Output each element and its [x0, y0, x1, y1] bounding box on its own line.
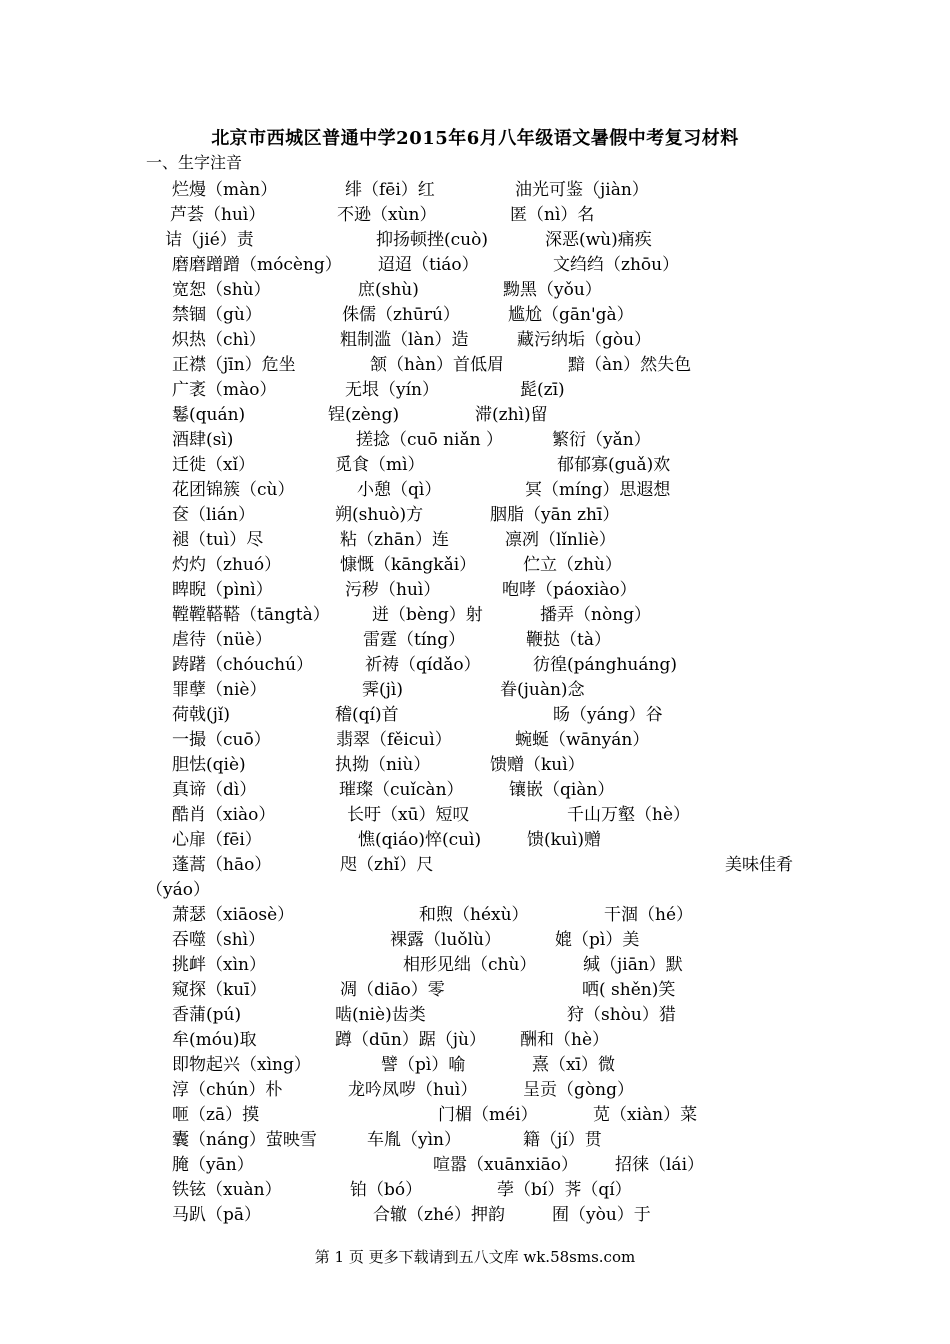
vocab-row — [0, 1025, 950, 1050]
vocab-entry: 胆怯(qiè) — [172, 755, 246, 775]
vocab-entry: 繁衍（yǎn） — [552, 430, 651, 450]
vocab-entry: 炽热（chì） — [172, 330, 266, 350]
vocab-row — [0, 875, 950, 900]
vocab-entry: 裸露（luǒlù） — [390, 930, 502, 950]
vocab-row — [0, 625, 950, 650]
vocab-entry: 千山万壑（hè） — [567, 805, 691, 825]
vocab-entry: 踌躇（chóuchú） — [172, 655, 314, 675]
vocab-row — [0, 600, 950, 625]
vocab-row — [0, 375, 950, 400]
vocab-row — [0, 1150, 950, 1175]
vocab-row — [0, 275, 950, 300]
vocab-entry: 奁（lián） — [172, 505, 255, 525]
vocab-entry: 伫立（zhù） — [523, 555, 622, 575]
vocab-row — [0, 325, 950, 350]
vocab-entry: 执拗（niù） — [335, 755, 431, 775]
vocab-row — [0, 1075, 950, 1100]
vocab-entry: 真谛（dì） — [172, 780, 257, 800]
vocab-entry: 呈贡（gòng） — [523, 1080, 634, 1100]
vocab-entry: 侏儒（zhūrú） — [342, 305, 460, 325]
vocab-entry: 胭脂（yān zhī） — [490, 505, 620, 525]
vocab-entry: 祈祷（qídǎo） — [365, 655, 481, 675]
vocab-row — [0, 925, 950, 950]
vocab-entry: 粘（zhān）连 — [340, 530, 449, 550]
vocab-entry: 匿（nì）名 — [510, 205, 595, 225]
vocab-entry: 花团锦簇（cù） — [172, 480, 295, 500]
vocab-entry: 咆哮（páoxiào） — [502, 580, 637, 600]
vocab-entry: 囿（yòu）于 — [552, 1205, 651, 1225]
vocab-entry: 美味佳肴 — [725, 855, 793, 875]
vocab-row — [0, 350, 950, 375]
vocab-entry: 颔（hàn）首低眉 — [370, 355, 505, 375]
section-heading: 一、生字注音 — [146, 153, 243, 172]
vocab-entry: 正襟（jīn）危坐 — [172, 355, 296, 375]
vocab-entry: 苋（xiàn）菜 — [593, 1105, 698, 1125]
vocab-entry: 鬈(quán) — [172, 405, 246, 425]
vocab-entry: 迸（bèng）射 — [372, 605, 483, 625]
vocab-entry: 譬（pì）喻 — [381, 1055, 466, 1075]
vocab-entry: 诘（jié）责 — [165, 230, 254, 250]
vocab-entry: 黯（àn）然失色 — [568, 355, 692, 375]
vocab-entry: 吞噬（shì） — [172, 930, 266, 950]
vocab-entry: 抑扬顿挫(cuò) — [376, 230, 488, 250]
vocab-entry: 馈(kuì)赠 — [527, 830, 601, 850]
page-title: 北京市西城区普通中学2015年6月八年级语文暑假中考复习材料 — [211, 128, 739, 149]
vocab-row — [0, 500, 950, 525]
vocab-entry: 凋（diāo）零 — [340, 980, 445, 1000]
vocab-entry: 铁铉（xuàn） — [172, 1180, 282, 1200]
vocab-entry: 囊（náng）萤映雪 — [172, 1130, 317, 1150]
vocab-row — [0, 1050, 950, 1075]
vocab-row — [0, 1100, 950, 1125]
vocab-entry: 一撮（cuō） — [172, 730, 271, 750]
vocab-row — [0, 775, 950, 800]
vocab-entry: 挑衅（xìn） — [172, 955, 266, 975]
vocab-entry: 酒肆(sì) — [172, 430, 234, 450]
vocab-row — [0, 700, 950, 725]
vocab-row — [0, 300, 950, 325]
vocab-entry: 心扉（fēi） — [172, 830, 262, 850]
vocab-entry: 雷霆（tíng） — [363, 630, 466, 650]
vocab-entry: 虐待（nüè） — [172, 630, 272, 650]
vocab-entry: 招徕（lái） — [615, 1155, 705, 1175]
vocab-entry: 绯（fēi）红 — [345, 180, 435, 200]
vocab-entry: 蜿蜒（wānyán） — [515, 730, 650, 750]
vocab-entry: 文绉绉（zhōu） — [553, 255, 680, 275]
vocab-entry: 馈赠（kuì） — [490, 755, 585, 775]
vocab-row — [0, 250, 950, 275]
vocab-row — [0, 400, 950, 425]
vocab-entry: 搓捻（cuō niǎn ） — [356, 430, 503, 450]
vocab-entry: 深恶(wù)痛疾 — [545, 230, 652, 250]
vocab-entry: 觅食（mì） — [335, 455, 425, 475]
vocab-entry: 禁锢（gù） — [172, 305, 262, 325]
vocab-entry: 咂（zā）摸 — [172, 1105, 260, 1125]
vocab-entry: 缄（jiān）默 — [583, 955, 683, 975]
vocab-entry: 尴尬（gān'gà） — [508, 305, 634, 325]
vocab-entry: 磨磨蹭蹭（mócèng） — [172, 255, 342, 275]
vocab-entry: 即物起兴（xìng） — [172, 1055, 311, 1075]
vocab-row — [0, 650, 950, 675]
vocab-entry: 慷慨（kāngkǎi） — [340, 555, 477, 575]
vocab-entry: 鞺鞺鞳鞳（tāngtà） — [172, 605, 330, 625]
vocab-entry: 黝黑（yǒu） — [503, 280, 602, 300]
vocab-entry: 狩（shòu）猎 — [567, 1005, 676, 1025]
page-footer: 第 1 页 更多下载请到五八文库 wk.58sms.com — [314, 1248, 636, 1266]
vocab-entry: 酷肖（xiào） — [172, 805, 276, 825]
vocab-entry: 广袤（mào） — [172, 380, 277, 400]
vocab-entry: 污秽（huì） — [345, 580, 441, 600]
vocab-entry: 淳（chún）朴 — [172, 1080, 283, 1100]
vocab-entry: 髭(zī) — [520, 380, 565, 400]
vocab-entry: 冥（míng）思遐想 — [525, 480, 671, 500]
vocab-entry: 门楣（méi） — [438, 1105, 538, 1125]
vocab-entry: 镶嵌（qiàn） — [509, 780, 615, 800]
vocab-row — [0, 975, 950, 1000]
vocab-row — [0, 425, 950, 450]
vocab-entry: 龙吟凤哕（huì） — [348, 1080, 478, 1100]
vocab-entry: 烂熳（màn） — [172, 180, 278, 200]
vocab-entry: 旸（yáng）谷 — [553, 705, 663, 725]
vocab-row — [0, 725, 950, 750]
vocab-row — [0, 1125, 950, 1150]
vocab-row — [0, 575, 950, 600]
vocab-row — [0, 525, 950, 550]
vocab-entry: 籍（jí）贯 — [523, 1130, 602, 1150]
vocab-entry: 喧嚣（xuānxiāo） — [433, 1155, 579, 1175]
vocab-row — [0, 750, 950, 775]
vocab-entry: 褪（tuì）尽 — [172, 530, 264, 550]
vocab-entry: 酬和（hè） — [520, 1030, 610, 1050]
vocab-entry: （yáo） — [146, 880, 210, 900]
vocab-entry: 蹲（dūn）踞（jù） — [335, 1030, 486, 1050]
vocab-entry: 车胤（yìn） — [367, 1130, 461, 1150]
vocab-entry: 牟(móu)取 — [172, 1030, 257, 1050]
vocab-row — [0, 1000, 950, 1025]
vocab-row — [0, 675, 950, 700]
vocab-entry: 窥探（kuī） — [172, 980, 267, 1000]
vocab-entry: 啮(niè)齿类 — [335, 1005, 426, 1025]
vocab-entry: 郁郁寡(guǎ)欢 — [557, 455, 671, 475]
vocab-row — [0, 175, 950, 200]
vocab-entry: 锃(zèng) — [328, 405, 400, 425]
vocab-entry: 油光可鉴（jiàn） — [515, 180, 649, 200]
vocab-entry: 罪孽（niè） — [172, 680, 267, 700]
vocab-row — [0, 900, 950, 925]
vocab-row — [0, 850, 950, 875]
vocab-entry: 无垠（yín） — [345, 380, 439, 400]
vocab-entry: 合辙（zhé）押韵 — [373, 1205, 505, 1225]
vocab-entry: 翡翠（fěicuì） — [336, 730, 452, 750]
vocab-entry: 干涸（hé） — [604, 905, 694, 925]
vocab-entry: 咫（zhǐ）尺 — [340, 855, 434, 875]
vocab-row — [0, 825, 950, 850]
vocab-row — [0, 1175, 950, 1200]
vocab-entry: 铂（bó） — [350, 1180, 423, 1200]
vocab-entry: 熹（xī）微 — [532, 1055, 616, 1075]
vocab-entry: 宽恕（shù） — [172, 280, 271, 300]
vocab-entry: 马趴（pā） — [172, 1205, 262, 1225]
vocab-entry: 稽(qí)首 — [335, 705, 399, 725]
vocab-entry: 灼灼（zhuó） — [172, 555, 282, 575]
vocab-entry: 朔(shuò)方 — [335, 505, 424, 525]
vocab-row — [0, 1200, 950, 1225]
vocab-entry: 憔(qiáo)悴(cuì) — [358, 830, 482, 850]
vocab-entry: 和煦（héxù） — [419, 905, 529, 925]
vocab-entry: 腌（yān） — [172, 1155, 254, 1175]
vocab-row — [0, 450, 950, 475]
vocab-entry: 璀璨（cuǐcàn） — [339, 780, 464, 800]
vocab-row — [0, 200, 950, 225]
vocab-row — [0, 550, 950, 575]
vocab-entry: 相形见绌（chù） — [403, 955, 537, 975]
vocab-row — [0, 475, 950, 500]
vocab-entry: 荷戟(jǐ) — [172, 705, 230, 725]
vocab-entry: 媲（pì）美 — [555, 930, 640, 950]
vocab-entry: 蓬蒿（hāo） — [172, 855, 272, 875]
vocab-entry: 滞(zhì)留 — [475, 405, 548, 425]
vocab-entry: 哂( shěn)笑 — [582, 980, 676, 1000]
vocab-entry: 芦荟（huì） — [170, 205, 266, 225]
vocab-entry: 眷(juàn)念 — [500, 680, 585, 700]
vocab-entry: 藏污纳垢（gòu） — [517, 330, 652, 350]
vocab-entry: 彷徨(pánghuáng) — [533, 655, 677, 675]
vocab-entry: 不逊（xùn） — [337, 205, 437, 225]
vocab-entry: 长吁（xū）短叹 — [347, 805, 470, 825]
vocab-entry: 萧瑟（xiāosè） — [172, 905, 295, 925]
vocab-entry: 凛冽（lǐnliè） — [505, 530, 616, 550]
vocab-row — [0, 950, 950, 975]
vocab-entry: 迁徙（xǐ） — [172, 455, 256, 475]
vocab-entry: 霁(jì) — [362, 680, 403, 700]
vocab-entry: 庶(shù) — [358, 280, 419, 300]
vocab-entry: 小憩（qì） — [357, 480, 442, 500]
vocab-entry: 鞭挞（tà） — [526, 630, 611, 650]
vocab-entry: 播弄（nòng） — [540, 605, 652, 625]
vocab-entry: 睥睨（pìnì） — [172, 580, 273, 600]
vocab-entry: 香蒲(pú) — [172, 1005, 242, 1025]
vocab-row — [0, 225, 950, 250]
vocab-entry: 粗制滥（làn）造 — [340, 330, 469, 350]
vocab-entry: 荸（bí）荠（qí） — [497, 1180, 632, 1200]
vocab-row — [0, 800, 950, 825]
vocab-entry: 迢迢（tiáo） — [378, 255, 479, 275]
